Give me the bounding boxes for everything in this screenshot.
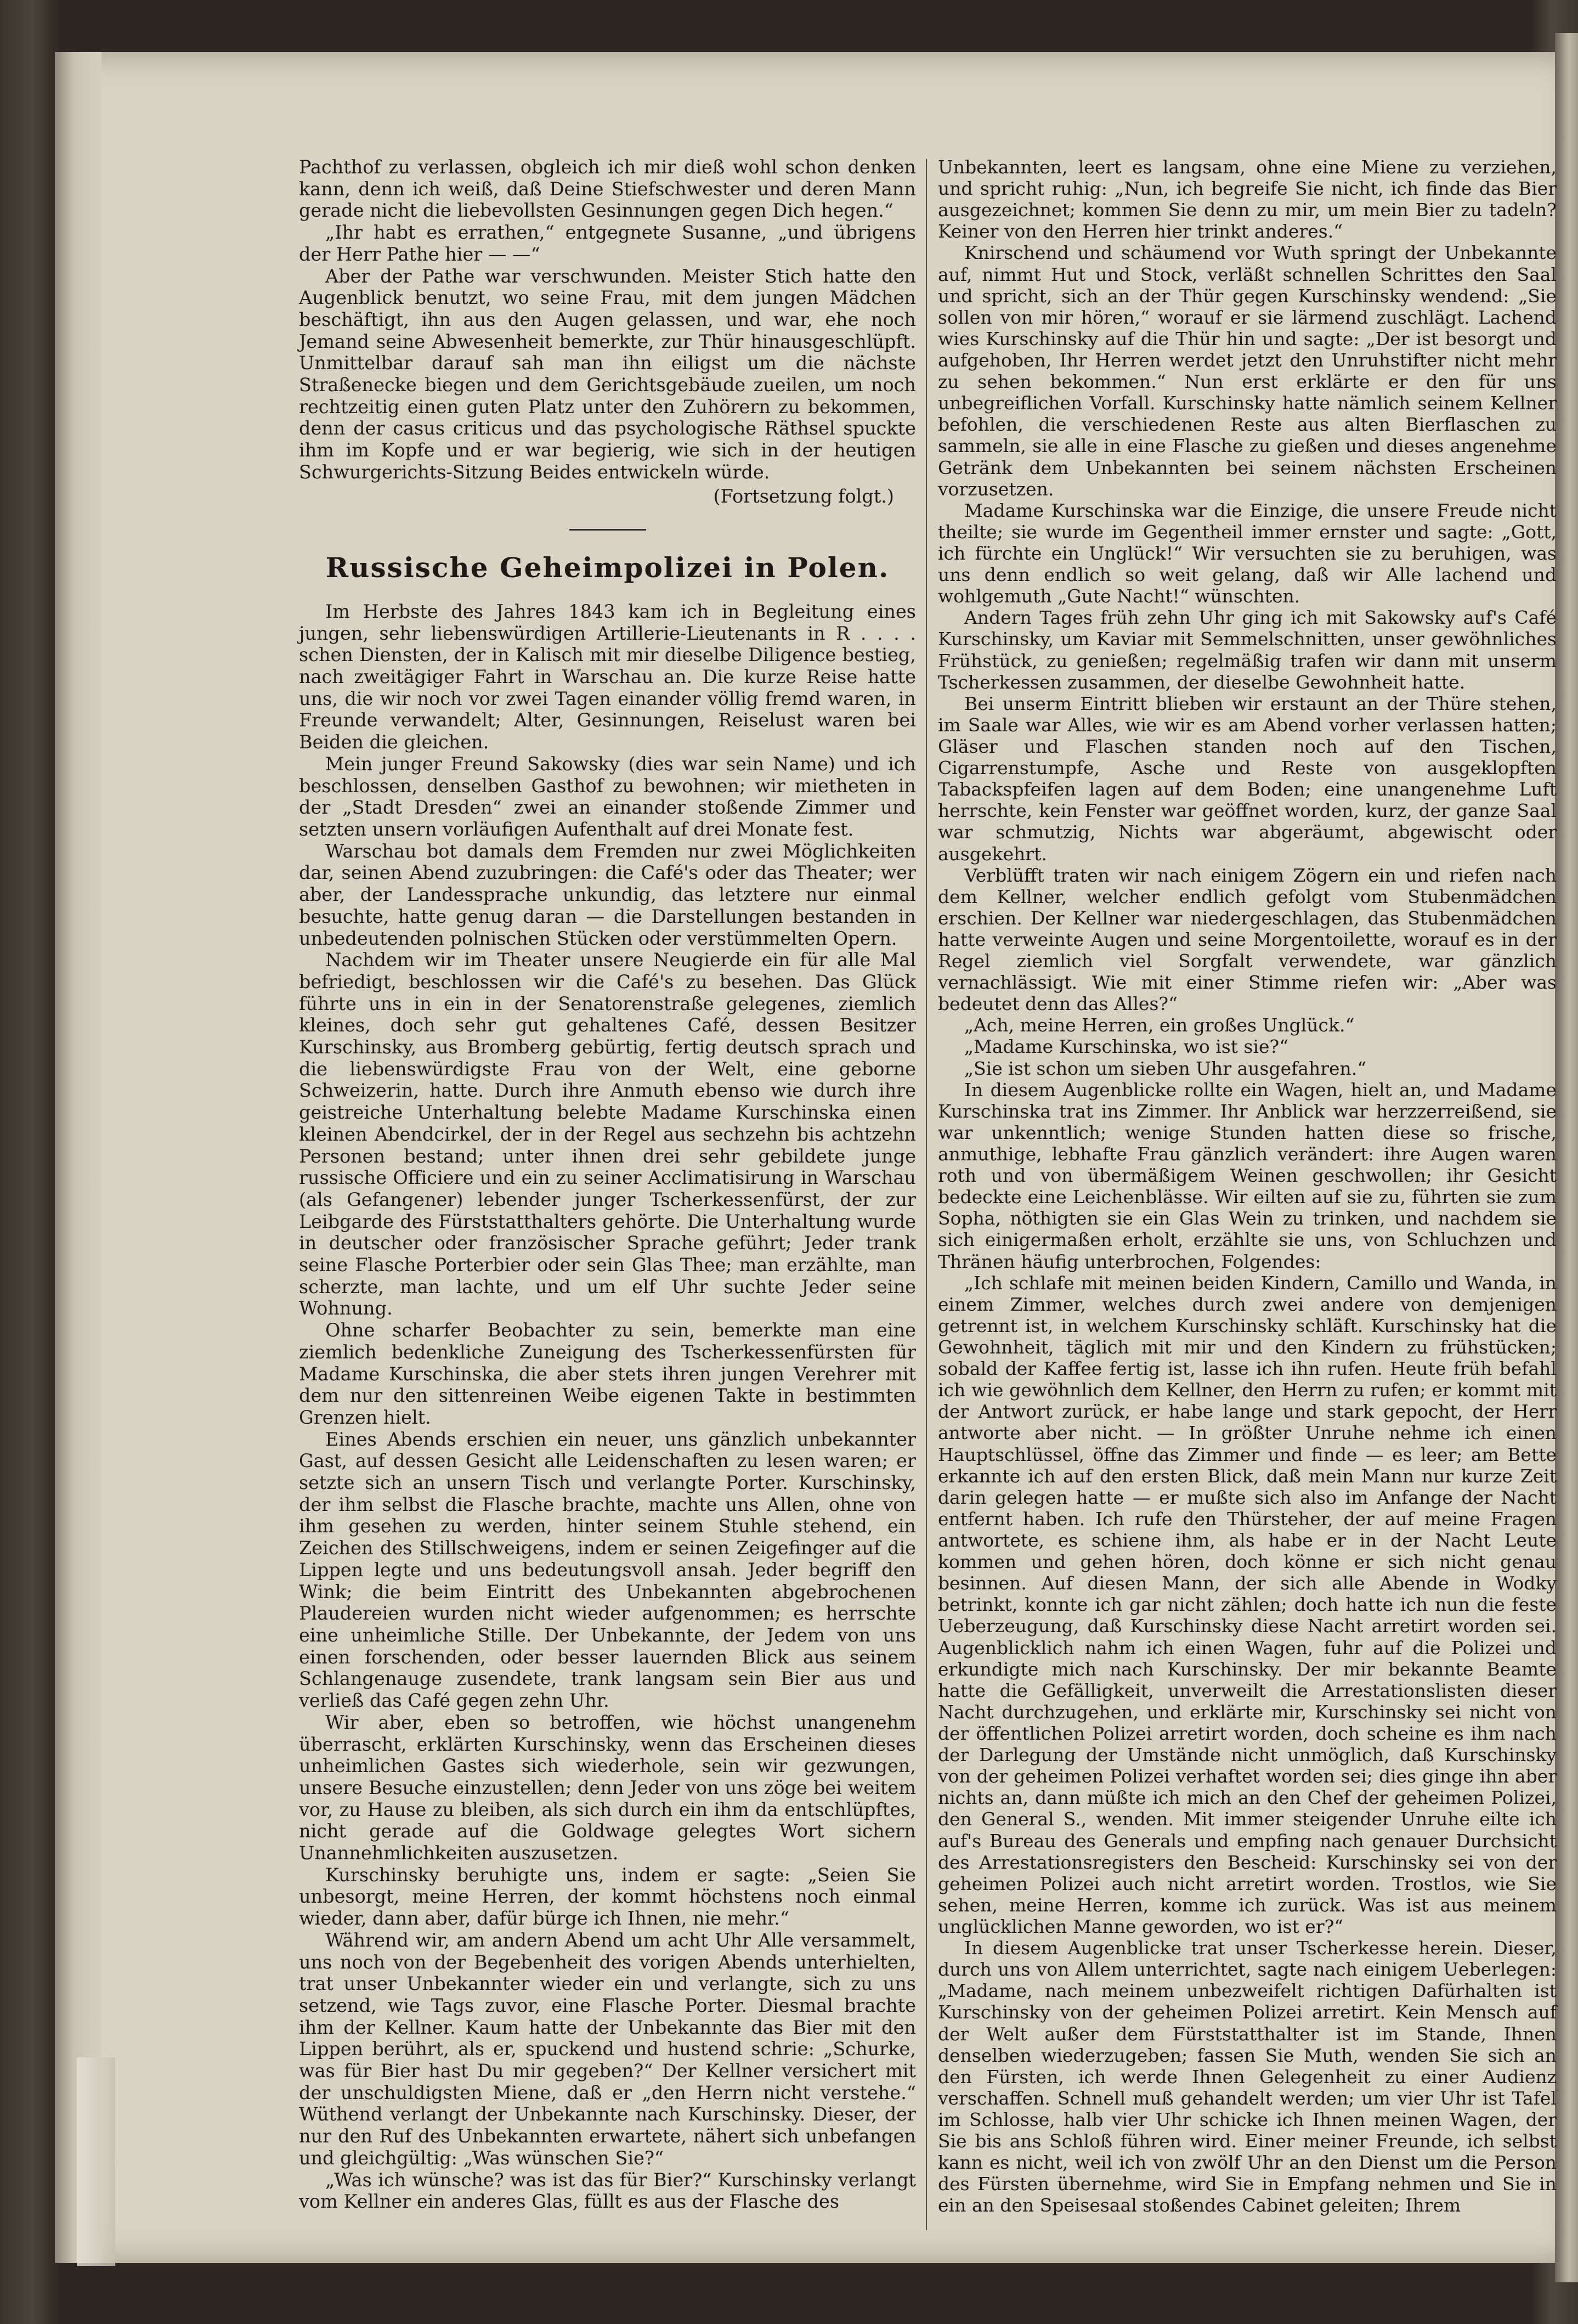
article2-paragraph: Bei unserm Eintritt blieben wir erstaunt an der Thüre stehen, im Saale war Alles, wie wir es am Abend vorher verlassen hatten; Gläser und Flaschen standen noch auf den Tischen, Cigarrenstumpfe, Asche und Reste von ausgeklopften Tabackspfeifen lagen auf dem Boden; eine unangenehme Luft herrschte, kein Fenster war geöffnet worden, kurz, der ganze Saal war schmutzig, Nichts war abgeräumt, abgewischt oder ausgekehrt. [938, 692, 1557, 865]
section-divider-rule [569, 529, 646, 531]
article2-paragraph: Andern Tages früh zehn Uhr ging ich mit Sakowsky auf's Café Kurschinsky, um Kaviar mit Semmelschnitten, unser gewöhnliches Frühstück, zu genießen; regelmäßig trafen wir dann mit unserm Tscherkessen zusammen, der dieselbe Gewohnheit hatte. [938, 607, 1557, 693]
article1-paragraph: Pachthof zu verlassen, obgleich ich mir dieß wohl schon denken kann, denn ich weiß, daß Deine Stiefschwester und deren Mann gerade nicht die liebevollsten Gesinnungen gegen Dich hegen.“ [299, 156, 916, 222]
article2-paragraph: Im Herbste des Jahres 1843 kam ich in Begleitung eines jungen, sehr liebenswürdigen Artillerie-Lieutenants in R . . . . schen Diensten, der in Kalisch mit mir dieselbe Diligence bestieg, nach zweitägiger Fahrt in Warschau an. Die kurze Reise hatte uns, die wir noch vor zwei Tagen einander völlig fremd waren, in Freunde verwandelt; Alter, Gesinnungen, Reiselust waren bei Beiden die gleichen. [299, 600, 916, 753]
article2-paragraph: „Sie ist schon um sieben Uhr ausgefahren.“ [964, 1057, 1367, 1079]
article2-paragraph: Eines Abends erschien ein neuer, uns gänzlich unbekannter Gast, auf dessen Gesicht alle Leidenschaften zu lesen waren; er setzte sich an unsern Tisch und verlangte Porter. Kurschinsky, der ihm selbst die Flasche brachte, machte uns Allen, ohne von ihm gesehen zu werden, hinter seinem Stuhle stehend, ein Zeichen des Stillschweigens, indem er seinen Zeigefinger auf die Lippen legte und uns bedeutungsvoll ansah. Jeder begriff den Wink; die beim Eintritt des Unbekannten abgebrochenen Plaudereien wurden nicht wieder aufgenommen; es herrschte eine unheimliche Stille. Der Unbekannte, der Jedem von uns einen forschenden, oder besser lauernden Blick aus seinem Schlangenauge zusendete, trank langsam sein Bier aus und verließ das Café gegen zehn Uhr. [299, 1428, 916, 1712]
article2-paragraph: Mein junger Freund Sakowsky (dies war sein Name) und ich beschlossen, denselben Gasthof zu bewohnen; wir mietheten in der „Stadt Dresden“ zwei an einander stoßende Zimmer und setzten unsern vorläufigen Aufenthalt auf drei Monate fest. [299, 753, 916, 840]
article2-paragraph: Kurschinsky beruhigte uns, indem er sagte: „Seien Sie unbesorgt, meine Herren, der kommt höchstens noch einmal wieder, dann aber, dafür bürge ich Ihnen, nie mehr.“ [299, 1864, 916, 1930]
article2-paragraph: Madame Kurschinska war die Einzige, die unsere Freude nicht theilte; sie wurde im Gegentheil immer ernster und sagte: „Gott, ich fürchte ein Unglück!“ Wir versuchten sie zu beruhigen, was uns denn endlich so weit gelang, daß wir Alle lachend und wohlgemuth „Gute Nacht!“ wünschten. [938, 499, 1557, 607]
left-column [299, 156, 916, 2213]
article2-paragraph: „Was ich wünsche? was ist das für Bier?“ Kurschinsky verlangt vom Kellner ein anderes Glas, füllt es aus der Flasche des [299, 2169, 916, 2213]
article-headline: Russische Geheimpolizei in Polen. [325, 551, 890, 584]
article1-paragraph: „Ihr habt es errathen,“ entgegnete Susanne, „und übrigens der Herr Pathe hier — —“ [299, 222, 916, 265]
article2-paragraph: Knirschend und schäumend vor Wuth springt der Unbekannte auf, nimmt Hut und Stock, verläßt schnellen Schrittes den Saal und spricht, sich an der Thür gegen Kurschinsky wendend: „Sie sollen von mir hören,“ worauf er sie lärmend zuschlägt. Lachend wies Kurschinsky auf die Thür hin und sagte: „Der ist besorgt und aufgehoben, Ihr Herren werdet jetzt den Unruhstifter nicht mehr zu sehen bekommen.“ Nun erst erklärte er den für uns unbegreiflichen Vorfall. Kurschinsky hatte nämlich seinem Kellner befohlen, die verschiedenen Reste aus alten Bierflaschen zu sammeln, sie alle in eine Flasche zu gießen und dieses angenehme Getränk dem Unbekannten bei seinem nächsten Erscheinen vorzusetzen. [938, 242, 1557, 500]
article2-paragraph: Während wir, am andern Abend um acht Uhr Alle versammelt, uns noch von der Begebenheit des vorigen Abends unterhielten, trat unser Unbekannter wieder ein und verlangte, sich zu uns setzend, wie Tags zuvor, eine Flasche Porter. Diesmal brachte ihm der Kellner. Kaum hatte der Unbekannte das Bier mit den Lippen berührt, als er, spuckend und hustend schrie: „Schurke, was für Bier hast Du mir gegeben?“ Der Kellner versichert mit der unschuldigsten Miene, daß er „den Herrn nicht verstehe.“ Wüthend verlangt der Unbekannte nach Kurschinsky. Dieser, der nur den Ruf des Unbekannten erwartete, nähert sich unbefangen und gleichgültig: „Was wünschen Sie?“ [299, 1929, 916, 2169]
article2-paragraph: Unbekannten, leert es langsam, ohne eine Miene zu verziehen, und spricht ruhig: „Nun, ich begreife Sie nicht, ich finde das Bier ausgezeichnet; kommen Sie denn zu mir, um mein Bier zu tadeln? Keiner von den Herren hier trinkt anderes.“ [938, 156, 1557, 242]
article2-paragraph: Warschau bot damals dem Fremden nur zwei Möglichkeiten dar, seinen Abend zuzubringen: die Café's oder das Theater; wer aber, der Landessprache unkundig, das letztere nur einmal besuchte, hatte genug daran — die Darstellungen bestanden in unbedeutenden polnischen Stücken oder verstümmelten Opern. [299, 840, 916, 949]
article2-paragraph: In diesem Augenblicke rollte ein Wagen, hielt an, und Madame Kurschinska trat ins Zimmer. Ihr Anblick war herzzerreißend, sie war unkenntlich; wenige Stunden hatten diese so frische, anmuthige, lebhafte Frau gänzlich verändert: ihre Augen waren roth und von übermäßigem Weinen geschwollen; ihr Gesicht bedeckte eine Leichenblässe. Wir eilten auf sie zu, führten sie zum Sopha, nöthigten sie ein Glas Wein zu trinken, und nachdem sie sich einigermaßen erholt, erzählte sie uns, von Schluchzen und Thränen häufig unterbrochen, Folgendes: [938, 1079, 1557, 1272]
page-binding-edge [55, 52, 101, 2263]
article2-paragraph: Nachdem wir im Theater unsere Neugierde ein für alle Mal befriedigt, beschlossen wir die Café's zu besehen. Das Glück führte uns in ein in der Senatorenstraße gelegenes, ziemlich kleines, doch sehr gut gehaltenes Café, dessen Besitzer Kurschinsky, aus Bromberg gebürtig, fertig deutsch sprach und die liebenswürdigste Frau von der Welt, eine geborne Schweizerin, hatte. Durch ihre Anmuth ebenso wie durch ihre geistreiche Unterhaltung belebte Madame Kurschinska einen kleinen Abendcirkel, der in der Regel aus sechzehn bis achtzehn Personen bestand; unter ihnen drei sehr gebildete junge russische Officiere und ein zu seiner Acclimatisirung in Warschau (als Gefangener) lebender junger Tscherkessenfürst, der zur Leibgarde des Fürststatthalters gehörte. Die Unterhaltung wurde in deutscher oder französischer Sprache geführt; Jeder trank seine Flasche Porterbier oder sein Glas Thee; man erzählte, man scherzte, man lachte, und um elf Uhr suchte Jeder seine Wohnung. [299, 949, 916, 1319]
continuation-note: (Fortsetzung folgt.) [713, 485, 894, 507]
column-divider [926, 159, 927, 2230]
article2-paragraph: Ohne scharfer Beobachter zu sein, bemerkte man eine ziemlich bedenkliche Zuneigung des Tscherkessenfürsten für Madame Kurschinska, die aber stets ihren jungen Verehrer mit dem nur den sittenreinen Weibe eigenen Takte in bestimmten Grenzen hielt. [299, 1319, 916, 1428]
right-column [938, 156, 1557, 2216]
article2-paragraph: Verblüfft traten wir nach einigem Zögern ein und riefen nach dem Kellner, welcher endlich gefolgt vom Stubenmädchen erschien. Der Kellner war niedergeschlagen, das Stubenmädchen hatte verweinte Augen und seine Morgentoilette, worauf es in der Regel ziemlich viel Sorgfalt verwendete, war gänzlich vernachlässigt. Wie mit einer Stimme riefen wir: „Aber was bedeutet denn das Alles?“ [938, 864, 1557, 1015]
page-fold [77, 2057, 115, 2266]
next-page-edge [1555, 33, 1578, 2282]
article1-paragraph: Aber der Pathe war verschwunden. Meister Stich hatte den Augenblick benutzt, wo seine Frau, mit dem jungen Mädchen beschäftigt, ihn aus den Augen gelassen, und war, ehe noch Jemand seine Abwesenheit bemerkte, zur Thür hinausgeschlüpft. Unmittelbar darauf sah man ihn eiligst um die nächste Straßenecke biegen und dem Gerichtsgebäude zueilen, um noch rechtzeitig einen guten Platz unter den Zuhörern zu bekommen, denn der casus criticus und das psychologische Räthsel spuckte ihm im Kopfe und er war begierig, wie sich in der heutigen Schwurgerichts-Sitzung Beides entwickeln würde. [299, 265, 916, 483]
article2-paragraph: „Ich schlafe mit meinen beiden Kindern, Camillo und Wanda, in einem Zimmer, welches durch zwei andere von demjenigen getrennt ist, in welchem Kurschinsky schläft. Kurschinsky hat die Gewohnheit, täglich mit mir und den Kindern zu frühstücken; sobald der Kaffee fertig ist, lasse ich ihn rufen. Heute früh befahl ich wie gewöhnlich dem Kellner, den Herrn zu rufen; er kommt mit der Antwort zurück, er habe lange und stark gepocht, der Herr antworte aber nicht. — In größter Unruhe nehme ich einen Hauptschlüssel, öffne das Zimmer und finde — es leer; am Bette erkannte ich auf den ersten Blick, daß mein Mann nur kurze Zeit darin gelegen hatte — er mußte sich also im Anfange der Nacht entfernt haben. Ich rufe den Thürsteher, der auf meine Fragen antwortete, es schiene ihm, als habe er in der Nacht Leute kommen und gehen hören, doch könne er sich nicht genau besinnen. Auf diesen Mann, der sich alle Abende in Wodky betrinkt, konnte ich gar nicht zählen; doch hatte ich nun die feste Ueberzeugung, daß Kurschinsky diese Nacht arretirt worden sei. Augenblicklich nahm ich einen Wagen, fuhr auf die Polizei und erkundigte mich nach Kurschinsky. Der mir bekannte Beamte hatte die Gefälligkeit, unverweilt die Arrestationslisten dieser Nacht durchzugehen, und erklärte mir, Kurschinsky sei nicht von der öffentlichen Polizei arretirt worden, doch scheine es ihm nach der Darlegung der Umstände nicht unmöglich, daß Kurschinsky von der geheimen Polizei verhaftet worden sei; dies ginge ihn aber nichts an, dann müßte ich mich an den Chef der geheimen Polizei, den General S., wenden. Mit immer steigender Unruhe eilte ich auf's Bureau des Generals und empfing nach genauer Durchsicht des Arrestationsregisters den Bescheid: Kurschinsky sei von der geheimen Polizei auch nicht arretirt worden. Trostlos, wie Sie sehen, meine Herren, komme ich zurück. Was ist aus meinem unglücklichen Manne geworden, wo ist er?“ [938, 1272, 1557, 1937]
article2-paragraph: In diesem Augenblicke trat unser Tscherkesse herein. Dieser, durch uns von Allem unterrichtet, sagte nach einigem Ueberlegen: „Madame, nach meinem unbezweifelt richtigen Dafürhalten ist Kurschinsky von der geheimen Polizei arretirt. Kein Mensch auf der Welt außer dem Fürststatthalter ist im Stande, Ihnen denselben wiederzugeben; fassen Sie Muth, wenden Sie sich an den Fürsten, ich werde Ihnen Gelegenheit zu einer Audienz verschaffen. Schnell muß gehandelt werden; um vier Uhr ist Tafel im Schlosse, halb vier Uhr schicke ich Ihnen meinen Wagen, der Sie bis ans Schloß führen wird. Einer meiner Freunde, ich selbst kann es nicht, weil ich von zwölf Uhr an den Dienst um die Person des Fürsten übernehme, wird Sie in Empfang nehmen und Sie in ein an den Speisesaal stoßendes Cabinet geleiten; Ihrem [938, 1937, 1557, 2216]
article2-paragraph: „Madame Kurschinska, wo ist sie?“ [964, 1036, 1289, 1058]
article2-paragraph: „Ach, meine Herren, ein großes Unglück.“ [964, 1014, 1355, 1036]
article2-paragraph: Wir aber, eben so betroffen, wie höchst unangenehm überrascht, erklärten Kurschinsky, wenn das Erscheinen dieses unheimlichen Gastes sich wiederhole, sein wir gezwungen, unsere Besuche einzustellen; denn Jeder von uns zöge bei weitem vor, zu Hause zu bleiben, als sich durch ein ihm da entschlüpftes, nicht gerade auf die Goldwage gelegtes Wort sichern Unannehmlichkeiten auszusetzen. [299, 1711, 916, 1864]
